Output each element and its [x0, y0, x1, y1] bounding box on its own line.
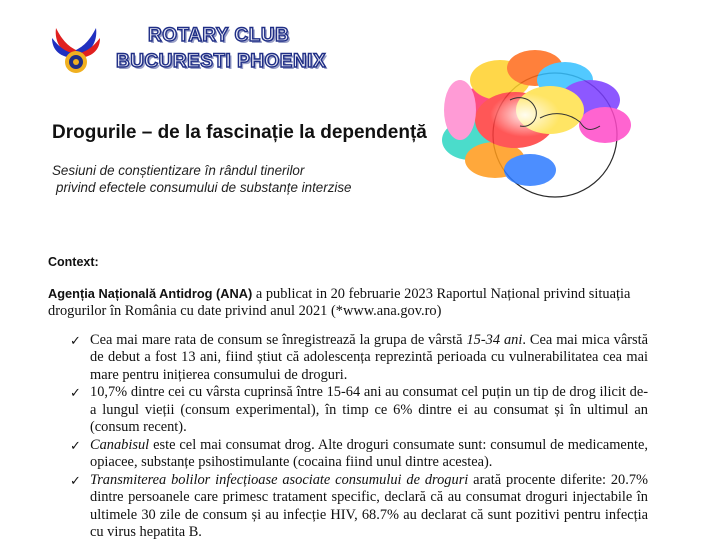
document-body	[48, 254, 648, 542]
context-heading: Context:	[48, 255, 99, 269]
club-name-line1: ROTARY CLUB	[148, 25, 290, 46]
phoenix-wings-icon	[52, 24, 100, 80]
page-title: Drogurile – de la fascinație la dependență	[52, 122, 427, 143]
subtitle	[52, 162, 352, 196]
statistics-list	[48, 332, 648, 542]
checkmark-icon: ✓	[70, 472, 81, 488]
checkmark-icon: ✓	[70, 385, 81, 400]
checkmark-icon: ✓	[70, 332, 81, 348]
list-item: ✓ Transmiterea bolilor infecțioase asociate consumului de droguri arată procente diferite: 20.7% dintre persoanele care primesc tratament specific, declară că au consumat droguri injectabile în ultimele 30 zile de consum și au infecție HIV, 68.7% au declarat că sunt pozitivi pentru infecția cu virus hepatita B.	[70, 471, 648, 540]
list-item: ✓ Cea mai mare rata de consum se înregistrează la grupa de vârstă 15-34 ani. Cea mai mica vârstă de debut a fost 13 ani, fiind știut că adolescența reprezintă perioada cu vulnerabilitatea cea mai mare pentru inițierea consumului de droguri.	[70, 331, 648, 383]
rotary-logo	[52, 22, 337, 82]
ana-name: Agenția Națională Antidrog (ANA)	[48, 285, 253, 301]
list-item: ✓ Canabisul este cel mai consumat drog. Alte droguri consumate sunt: consumul de medicamente, opiacee, substanțe psihostimulante (cocaina fiind unul dintre acestea).	[70, 436, 648, 470]
color-splash-illustration	[440, 40, 640, 210]
club-name-line2: BUCURESTI PHOENIX	[116, 51, 327, 72]
checkmark-icon: ✓	[70, 437, 81, 453]
intro-text: a publicat in 20 februarie 2023 Raportul Național privind situația drogurilor în România cu date privind anul 2021 (*www.ana.gov.ro)	[48, 285, 631, 319]
list-item: ✓ 10,7% dintre cei cu vârsta cuprinsă între 15-64 ani au consumat cel puțin un tip de drog ilicit de-a lungul vieții (consum experimental), în timp ce 6% dintre ei au consumat și în ultimul an (consum recent).	[70, 384, 648, 435]
subtitle-line1: Sesiuni de conștientizare în rândul tinerilor	[52, 163, 305, 178]
subtitle-line2: privind efectele consumului de substanțe interzise	[56, 180, 352, 195]
context-intro	[48, 285, 648, 321]
